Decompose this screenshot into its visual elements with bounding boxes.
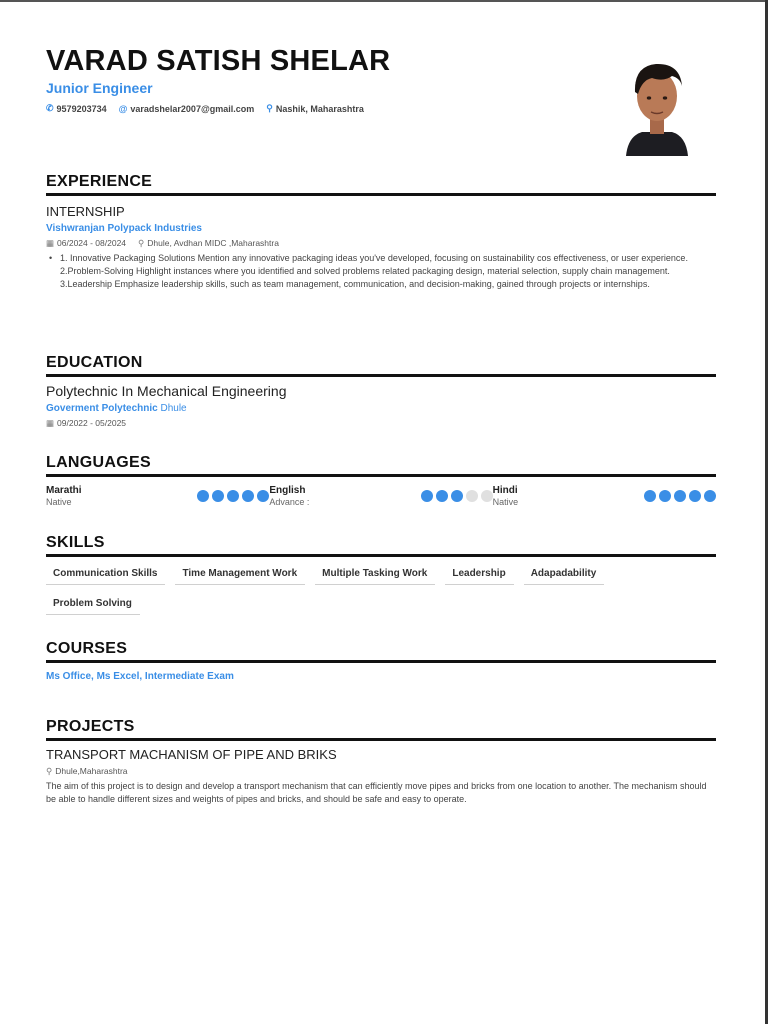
rating-dot-filled [197,490,209,502]
bullet-dot: • [49,253,53,263]
language-level: Native [492,497,519,507]
contact-phone [46,103,107,114]
languages-list [46,485,716,511]
phone-icon: ✆ [46,103,54,113]
projects-title: PROJECTS [46,718,135,735]
experience-company: Vishwranjan Polypack Industries [46,223,202,234]
section-divider [46,374,716,377]
education-school-row [46,403,716,414]
contact-email[interactable] [119,104,255,114]
education-dates: 09/2022 - 05/2025 [57,418,127,428]
language-item [493,485,716,511]
section-divider [46,193,716,196]
rating-dot-empty [466,490,478,502]
page-border-top [0,0,768,2]
skill-tag: Time Management Work [175,565,305,585]
skill-tag: Problem Solving [46,595,140,615]
language-name: English [269,485,306,496]
experience-dates-wrap [46,238,126,249]
project-place-wrap [46,766,128,777]
skill-tag: Multiple Tasking Work [315,565,435,585]
rating-dot-filled [421,490,433,502]
email-text: varadshelar2007@gmail.com [130,103,255,114]
language-rating [421,490,493,502]
rating-dot-empty [481,490,493,502]
experience-meta [46,238,716,249]
rating-dot-filled [212,490,224,502]
map-pin-icon: ⚲ [266,103,273,113]
experience-place-wrap [138,238,279,249]
phone-text: 9579203734 [56,103,107,114]
experience-points [46,252,716,291]
skill-tag: Leadership [445,565,513,585]
location-text: Nashik, Maharashtra [275,103,364,114]
project-place: Dhule,Maharashtra [55,766,128,776]
rating-dot-filled [674,490,686,502]
section-divider [46,554,716,557]
skills-title: SKILLS [46,534,105,551]
map-pin-icon: ⚲ [46,766,53,776]
experience-point: 3.Leadership Emphasize leadership skills, such as team management, communication, and decision-making, gained through projects or internships. [60,279,650,289]
experience-point: 1. Innovative Packaging Solutions Mention any innovative packaging ideas you've developed, focusing on sustainability cos effectiveness, or user experience. [60,253,688,263]
rating-dot-filled [227,490,239,502]
candidate-name: VARAD SATISH SHELAR [46,45,391,77]
experience-point: 2.Problem-Solving Highlight instances where you identified and solved problems related packaging design, material selection, supply chain management. [60,266,670,276]
language-level: Native [46,497,72,507]
language-name: Hindi [492,485,518,496]
section-divider [46,738,716,741]
education-title: EDUCATION [46,354,143,371]
language-item [46,485,269,511]
rating-dot-filled [644,490,656,502]
calendar-icon: ▦ [46,238,55,248]
experience-title: EXPERIENCE [46,173,153,190]
calendar-icon: ▦ [46,418,55,428]
project-name: TRANSPORT MACHANISM OF PIPE AND BRIKS [46,747,337,762]
skills-list [46,565,716,615]
rating-dot-filled [659,490,671,502]
rating-dot-filled [436,490,448,502]
rating-dot-filled [689,490,701,502]
language-name: Marathi [46,485,82,496]
rating-dot-filled [257,490,269,502]
resume-header [46,44,606,114]
skill-tag: Communication Skills [46,565,165,585]
project-meta [46,766,716,777]
contact-location [266,103,364,114]
education-city: Dhule [160,403,187,414]
languages-section [46,453,716,511]
language-item [269,485,492,511]
project-description: The aim of this project is to design and develop a transport mechanism that can efficiently move pipes and bricks from one location to another. The mechanism should be able to handle different sizes and weights of pipes and bricks, and should be safe and easy to operate. [46,781,707,804]
candidate-role: Junior Engineer [46,80,153,96]
education-dates-wrap [46,418,126,429]
courses-title: COURSES [46,640,128,657]
rating-dot-filled [451,490,463,502]
experience-position: INTERNSHIP [46,204,125,219]
education-school: Goverment Polytechnic [46,403,158,414]
language-rating [197,490,269,502]
education-degree: Polytechnic In Mechanical Engineering [46,383,287,399]
experience-section [46,172,716,291]
courses-section [46,639,716,683]
section-divider [46,660,716,663]
section-divider [46,474,716,477]
education-section [46,353,716,429]
language-level: Advance : [269,497,310,507]
rating-dot-filled [704,490,716,502]
projects-section [46,717,716,806]
experience-dates: 06/2024 - 08/2024 [57,238,127,248]
map-pin-icon: ⚲ [138,238,145,248]
contact-row [46,103,606,114]
courses-text: Ms Office, Ms Excel, Intermediate Exam [46,671,234,682]
at-icon: @ [118,103,128,114]
education-meta [46,418,716,429]
languages-title: LANGUAGES [46,454,151,471]
skills-section [46,533,716,615]
profile-photo [622,52,692,156]
rating-dot-filled [242,490,254,502]
skill-tag: Adapadability [524,565,605,585]
language-rating [644,490,716,502]
experience-place: Dhule, Avdhan MIDC ,Maharashtra [147,238,279,248]
